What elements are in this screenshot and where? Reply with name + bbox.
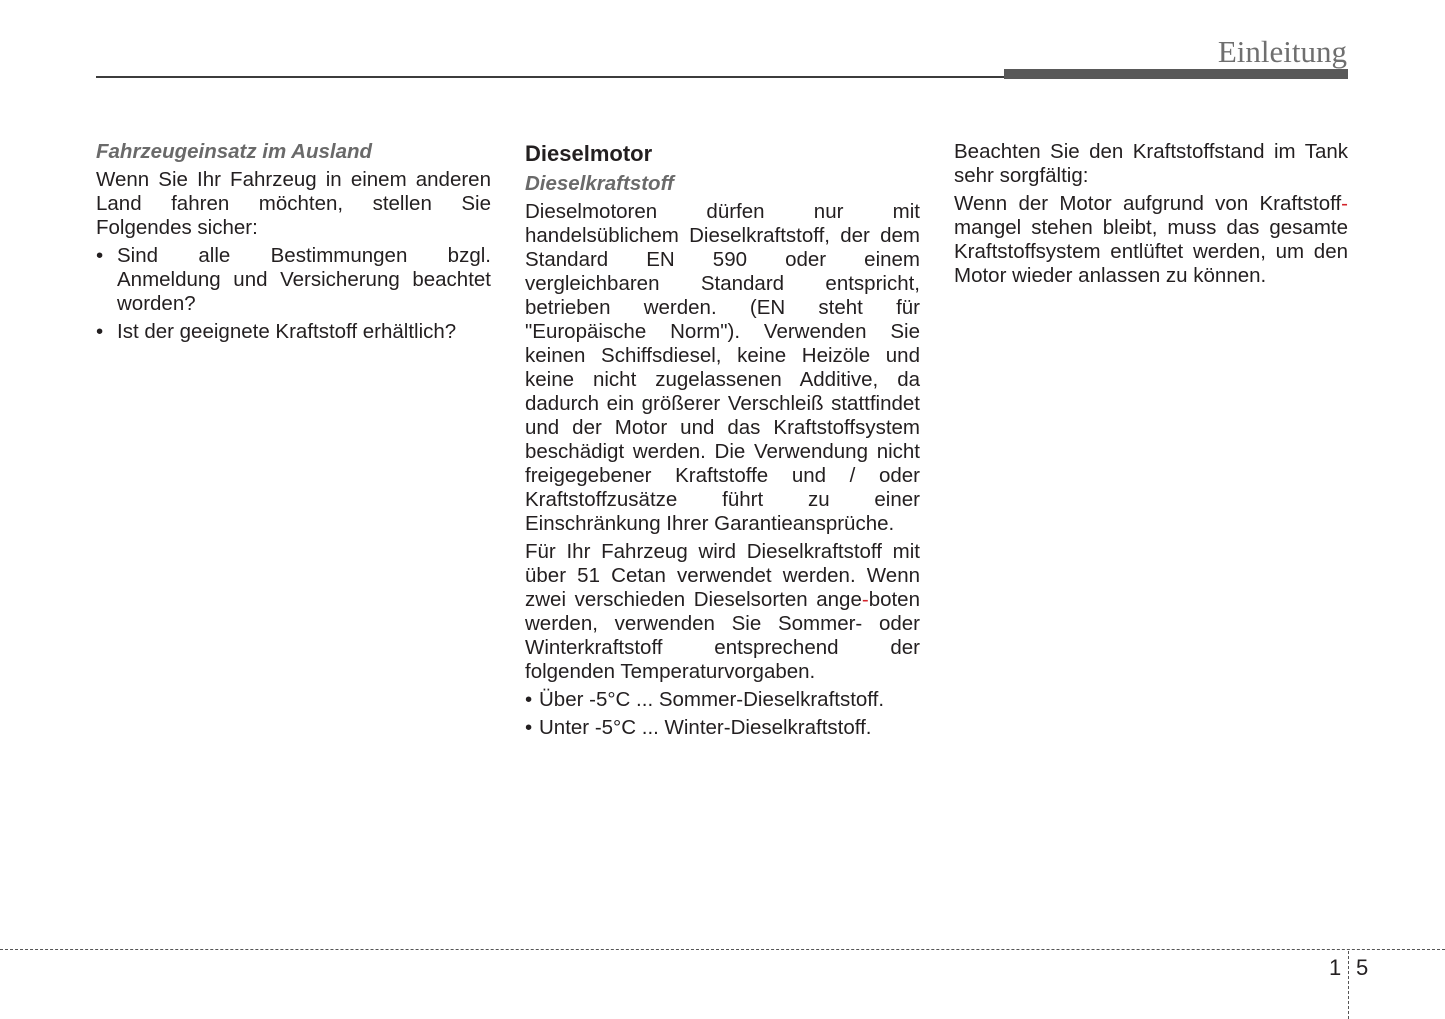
- paragraph-diesel-cetane: Für Ihr Fahrzeug wird Dieselkraftstoff mit über 51 Cetan verwendet werden. Wenn zwei verschieden Dieselsorten ange-boten werden, verwenden Sie Sommer- oder Winterkraftstoff entsprechend der folgenden Temperaturvorgaben.: [525, 540, 920, 683]
- subheading-diesel-fuel: Dieselkraftstoff: [525, 172, 674, 195]
- list-item: • Sind alle Bestimmungen bzgl. Anmeldung und Versicherung beachtet worden?: [96, 244, 491, 315]
- header-rule-accent: [1004, 69, 1348, 79]
- hyphen-mark: -: [1341, 192, 1348, 215]
- bullet-icon: •: [525, 688, 533, 711]
- page-number: 5: [1356, 955, 1369, 980]
- chapter-number: 1: [1329, 955, 1342, 980]
- list-item: • Über -5°C ... Sommer-Dieselkraftstoff.: [525, 688, 885, 711]
- section-header-title: Einleitung: [1217, 34, 1347, 69]
- paragraph-diesel-standard: Dieselmotoren dürfen nur mit handelsüblichem Dieselkraftstoff, der dem Standard EN 590 oder einem vergleichbaren Standard entspricht, betrieben werden. (EN steht für "Europäische Norm"). Verwenden Sie keinen Schiffsdiesel, keine Heizöle und keine nicht zugelassenen Additive, da dadurch ein größerer Verschleiß stattfindet und der Motor und das Kraftstoffsystem beschädigt werden. Die Verwendung nicht freigegebener Kraftstoffe und / oder Kraftstoffzusätze führt zu einer Einschränkung Ihrer Garantieansprüche.: [525, 200, 920, 535]
- bullet-icon: •: [525, 716, 533, 739]
- bullet-list-temperature: [525, 688, 920, 740]
- section-title-dieselmotor: Dieselmotor: [525, 141, 653, 166]
- header-rule: [96, 76, 1006, 78]
- bullet-list-abroad: [96, 244, 491, 344]
- footer-rule: [0, 949, 1445, 950]
- paragraph-fuel-level: Beachten Sie den Kraftstoffstand im Tank sehr sorgfältig:: [954, 140, 1348, 187]
- list-item: • Ist der geeignete Kraftstoff erhältlich?: [96, 320, 457, 343]
- paragraph-abroad-intro: Wenn Sie Ihr Fahrzeug in einem anderen Land fahren möchten, stellen Sie Folgendes sicher:: [96, 168, 491, 239]
- list-item: • Unter -5°C ... Winter-Dieselkraftstoff.: [525, 716, 872, 739]
- hyphen-mark: -: [861, 588, 869, 611]
- column-right: [954, 140, 1348, 292]
- column-left: [96, 140, 491, 348]
- footer-divider: [1348, 951, 1349, 1019]
- bullet-icon: •: [96, 320, 104, 343]
- column-middle: [525, 140, 920, 744]
- subheading-abroad: Fahrzeugeinsatz im Ausland: [96, 140, 373, 163]
- bullet-icon: •: [96, 244, 104, 267]
- paragraph-fuel-bleed: Wenn der Motor aufgrund von Kraftstoff-mangel stehen bleibt, muss das gesamte Kraftstoffsystem entlüftet werden, um den Motor wieder anlassen zu können.: [954, 192, 1348, 287]
